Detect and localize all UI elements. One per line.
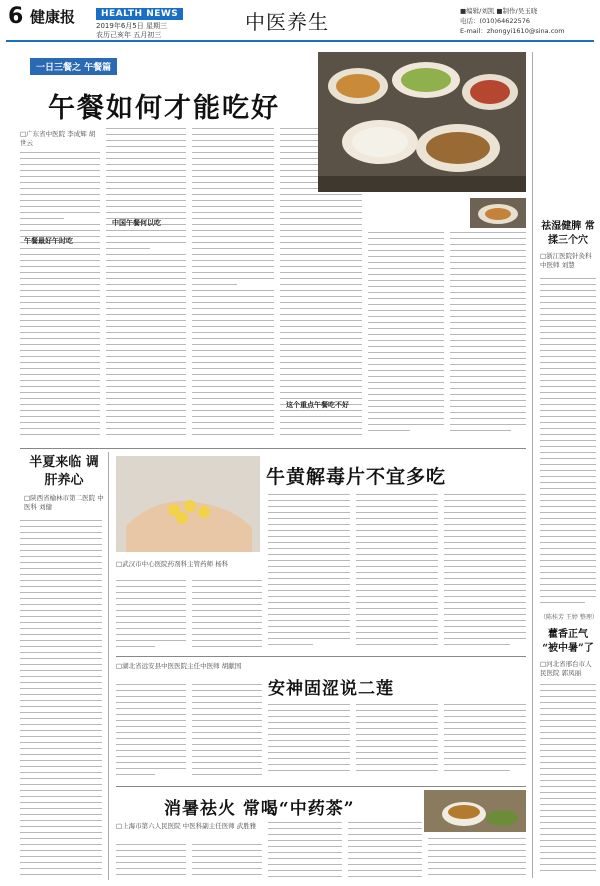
herbal-tea-illustration [424,790,526,832]
niuhuang-text-col4 [356,494,438,652]
lunch-text-col1 [20,152,100,442]
email-line: E-mail：zhongyi1610@sina.com [460,27,565,35]
lunch-author: □广东省中医院 李成辉 胡世云 [20,130,96,147]
niuhuang-text-col5 [444,494,526,652]
qi-author: □河北省邢台市人民医院 郭凤丽 [540,660,592,677]
masthead-rule [6,40,594,42]
lianzi-text-col5 [444,704,526,780]
tea-text-col1 [116,844,186,882]
lunch-column-label: 一日三餐之 午餐篇 [30,58,117,75]
paper-name: 健康报 [30,8,76,26]
page-number: 6 [8,4,24,29]
niuhuang-text-col3 [268,494,350,652]
lianzi-text-col2 [192,684,262,780]
niuhuang-headline: 牛黄解毒片不宜多吃 [266,466,447,488]
lianzi-text-col1 [116,684,186,780]
side-dish-illustration [470,198,526,228]
masthead [0,0,600,40]
lunch-headline: 午餐如何才能吃好 [48,93,280,124]
tea-text-col5 [428,838,526,882]
lunch-text-col5 [368,232,444,442]
tea-text-col3 [268,822,342,882]
summer-column-divider [108,452,109,880]
right-column-divider [532,52,533,878]
section-divider [20,448,526,449]
niuhuang-text-col2 [192,580,262,652]
niuhuang-author-1: □武汉市中心医院药剂科主管药师 杨科 [116,560,229,568]
qi-text [540,684,596,880]
lianzi-author: □湖北省远安县中医医院主任中医师 胡献国 [116,662,242,670]
lianzi-headline: 安神固涩说二莲 [268,679,394,699]
lianzi-text-col3 [268,704,350,780]
lunch-food-photo [318,52,526,192]
summer-author: □陕西省榆林市第二医院 中医科 刘健 [24,494,104,511]
hand-pills-photo [116,456,260,552]
lunch-subhead-1: 午餐最好午时吃 [24,237,73,245]
issue-date: 2019年6月5日 星期三 [96,22,167,30]
summer-headline: 半夏来临 调肝养心 [29,455,99,488]
wellness-signature: （陈桂芳 王婷 整理） [540,614,598,621]
tea-text-col2 [192,844,262,882]
lunch-text-col3 [192,128,274,442]
phone-line: 电话：(010)64622576 [460,17,531,25]
lunch-text-col6 [450,232,526,442]
wellness-headline: 祛湿健脾 常揉三个穴 [541,221,595,246]
tea-divider [116,786,526,787]
issue-lunar-date: 农历己亥年 五月初三 [96,31,162,39]
paper-english-name: HEALTH NEWS [96,8,183,20]
editor-info [460,6,565,36]
hand-with-pills-illustration [116,456,260,552]
wellness-author: □浙江医院针灸科中医师 刘慧 [540,252,592,269]
section-title: 中医养生 [245,10,329,34]
lunch-side-photo [470,198,526,228]
lunch-subhead-3: 这个重点午餐吃不好 [286,401,349,409]
summer-text [20,520,102,882]
tea-author: □上海市第六人民医院 中医科副主任医师 武胜雅 [116,822,257,830]
editor-line: ■编辑/刘凯 ■制作/吴玉晓 [460,7,538,15]
qi-headline: 藿香正气 “被中暑”了 [542,629,594,654]
niuhuang-divider [116,656,526,657]
lunch-subhead-2: 中国午餐何以吃 [112,219,161,227]
lunch-text-col2 [106,128,186,442]
wellness-text [540,278,596,608]
lianzi-text-col4 [356,704,438,780]
niuhuang-text-col1 [116,580,186,652]
tea-cup-photo [424,790,526,832]
tea-text-col4 [348,822,422,882]
food-dishes-illustration [318,52,526,192]
tea-headline: 消暑祛火 常喝“中药茶” [164,799,355,819]
